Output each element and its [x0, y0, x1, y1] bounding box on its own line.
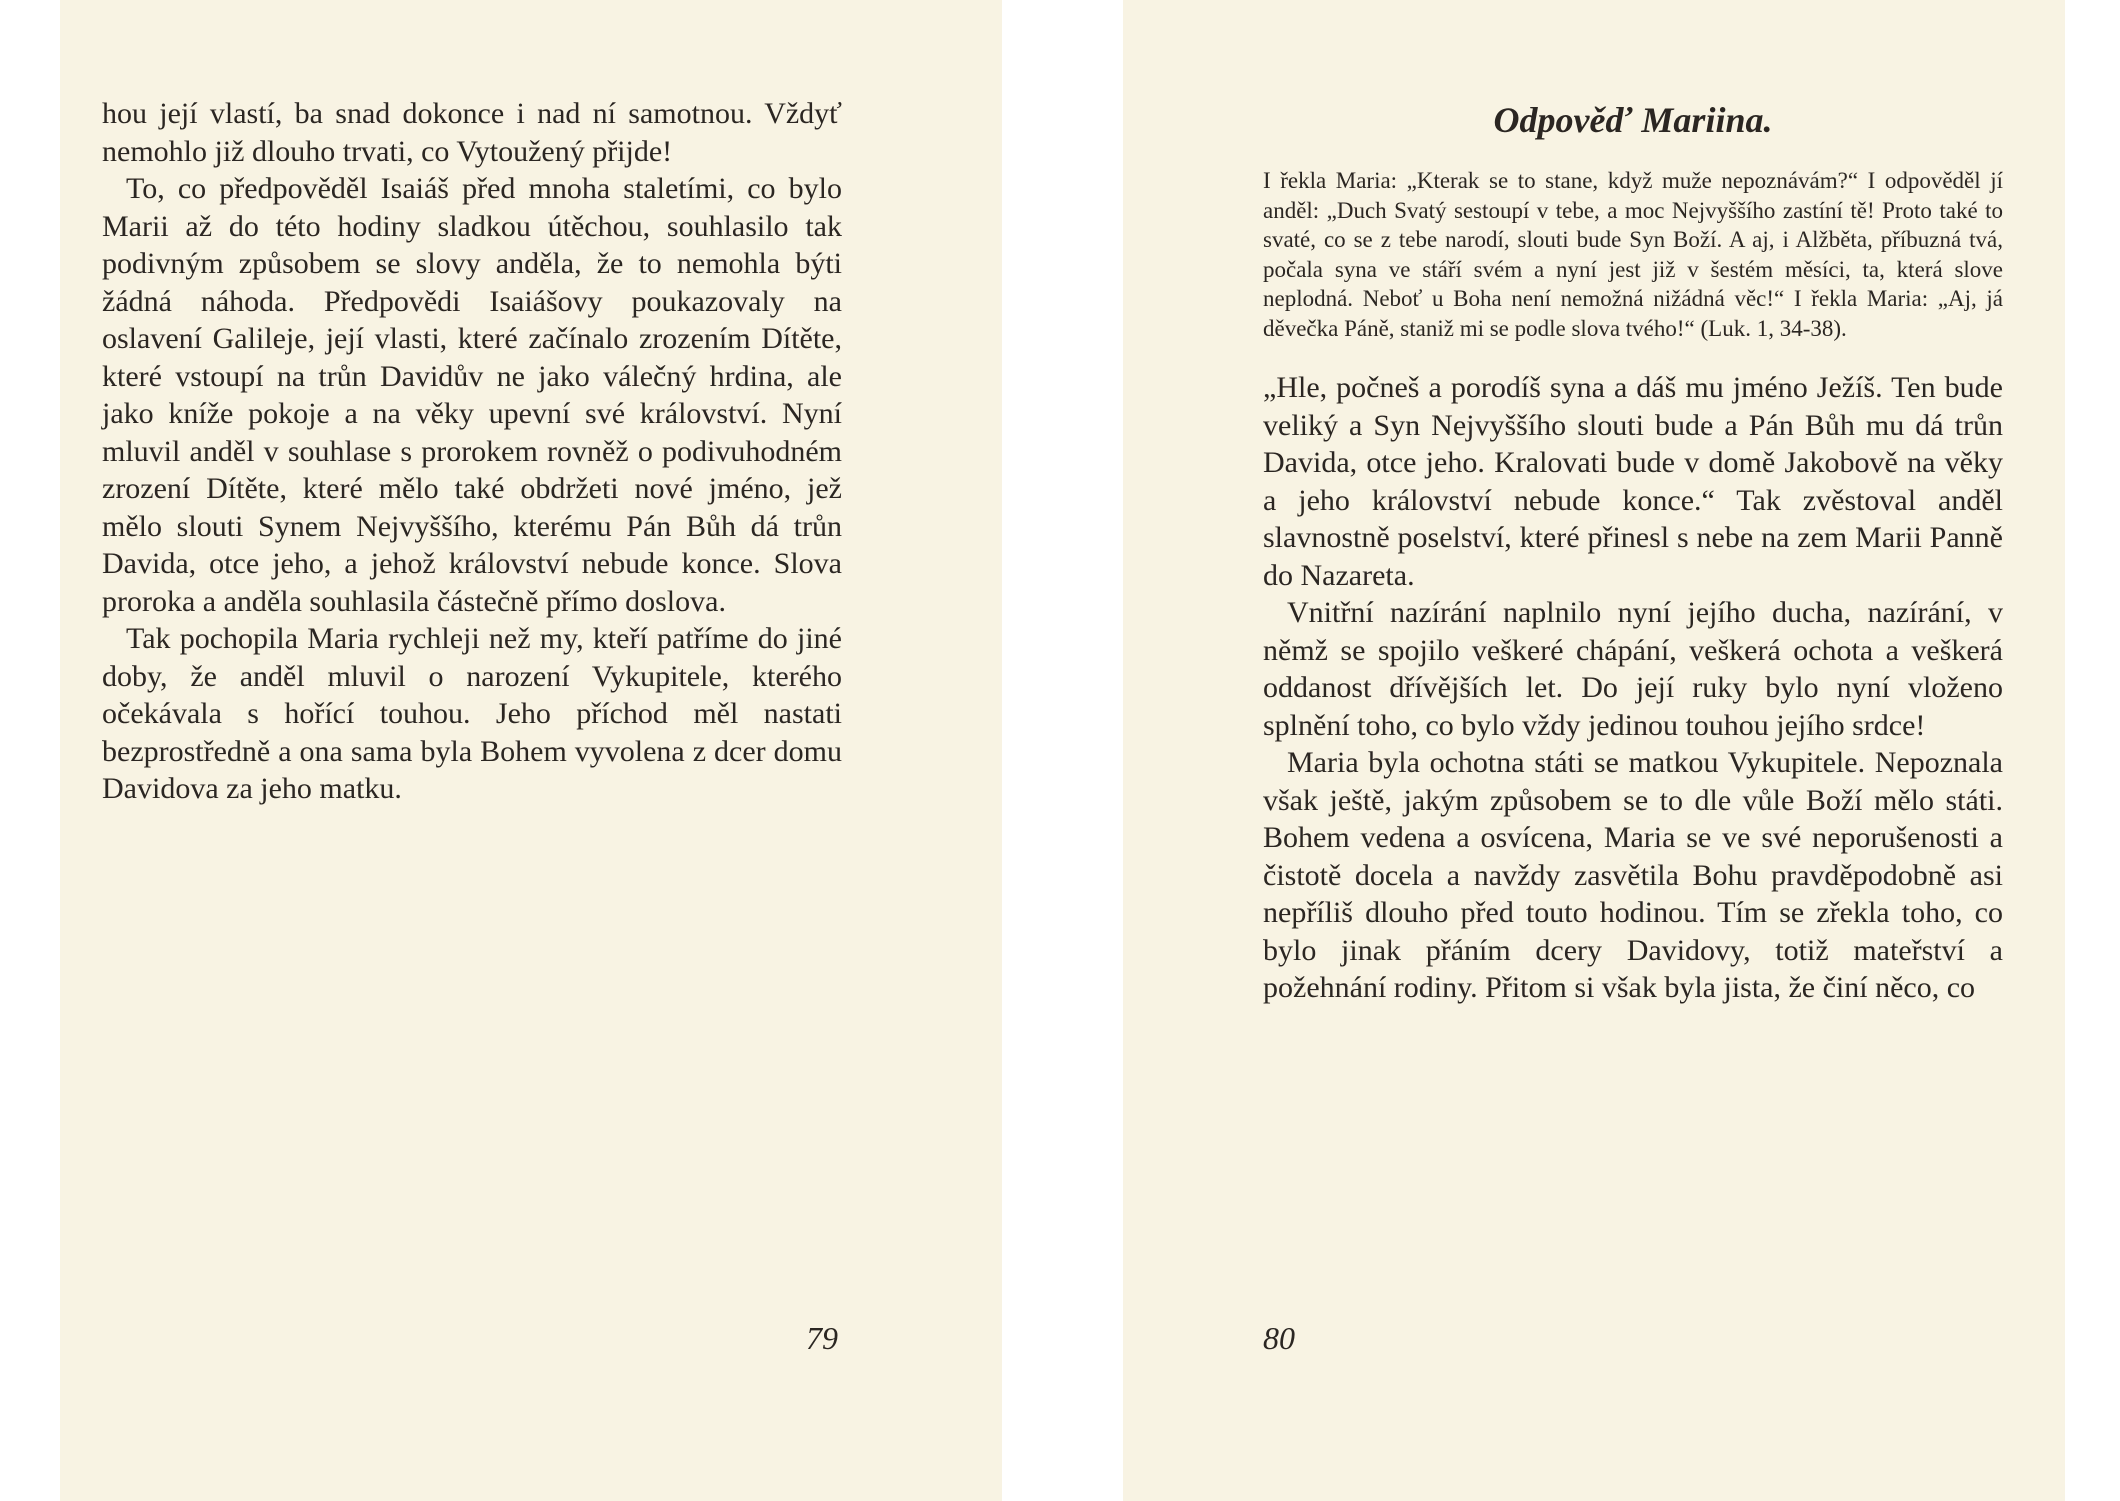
left-text-column	[102, 95, 842, 808]
left-page	[60, 0, 1002, 1501]
body-paragraph: „Hle, počneš a porodíš syna a dáš mu jméno Ježíš. Ten bude veliký a Syn Nejvyššího slouti bude a Pán Bůh mu dá trůn Davida, otce jeho. Kralovati bude v domě Jakobově na věky a jeho království nebude konce.“ Tak zvěstoval anděl slavnostně poselství, které přinesl s nebe na zem Marii Panně do Nazareta.	[1263, 371, 2003, 592]
body-paragraph: To, co předpověděl Isaiáš před mnoha staletími, co bylo Marii až do této hodiny sladkou útěchou, souhlasilo tak podivným způsobem se slovy anděla, že to nemohla býti žádná náhoda. Předpovědi Isaiášovy poukazovaly na oslavení Galileje, její vlasti, které začínalo zrozením Dítěte, které vstoupí na trůn Davidův ne jako válečný hrdina, ale jako kníže pokoje a na věky upevní své království. Nyní mluvil anděl v souhlase s prorokem rovněž o podivuhodném zrození Dítěte, které mělo také obdržeti nové jméno, jež mělo slouti Synem Nejvyššího, kterému Pán Bůh dá trůn Davida, otce jeho, a jehož království nebude konce. Slova proroka a anděla souhlasila částečně přímo doslova.	[102, 172, 842, 618]
body-paragraph: Vnitřní nazírání naplnilo nyní jejího ducha, nazírání, v němž se spojilo veškeré chápání, veškerá ochota a veškerá oddanost dřívějších let. Do její ruky bylo nyní vloženo splnění toho, co bylo vždy jedinou touhou jejího srdce!	[1263, 596, 2003, 742]
body-paragraph: hou její vlastí, ba snad dokonce i nad ní samotnou. Vždyť nemohlo již dlouho trvati, co Vytoužený přijde!	[102, 97, 842, 168]
section-heading: Odpověď Mariina.	[1493, 100, 1773, 140]
body-paragraph: Tak pochopila Maria rychleji než my, kteří patříme do jiné doby, že anděl mluvil o narození Vykupitele, kterého očekávala s hořící touhou. Jeho příchod měl nastati bezprostředně a ona sama byla Bohem vyvolena z dcer domu Davidova za jeho matku.	[102, 622, 842, 805]
right-page	[1123, 0, 2065, 1501]
right-text-column	[1263, 100, 2003, 1007]
page-number: 80	[1263, 1320, 1295, 1356]
scripture-quote: I řekla Maria: „Kterak se to stane, když muže nepoznávám?“ I odpověděl jí anděl: „Duch Svatý sestoupí v tebe, a moc Nejvyššího zastíní tě! Proto také to svaté, co se z tebe narodí, slouti bude Syn Boží. A aj, i Alžběta, příbuzná tvá, počala syna ve stáří svém a nyní jest již v šestém měsíci, ta, která slove neplodná. Neboť u Boha není nemožná nižádná věc!“ I řekla Maria: „Aj, já děvečka Páně, staniž mi se podle slova tvého!“ (Luk. 1, 34-38).	[1263, 168, 2003, 341]
page-number: 79	[806, 1320, 838, 1356]
body-paragraph: Maria byla ochotna státi se matkou Vykupitele. Nepoznala však ještě, jakým způsobem se to dle vůle Boží mělo státi. Bohem vedena a osvícena, Maria se ve své neporušenosti a čistotě docela a navždy zasvětila Bohu pravděpodobně asi nepříliš dlouho před touto hodinou. Tím se zřekla toho, co bylo jinak přáním dcery Davidovy, totiž mateřství a požehnání rodiny. Přitom si však byla jista, že činí něco, co	[1263, 746, 2003, 1004]
